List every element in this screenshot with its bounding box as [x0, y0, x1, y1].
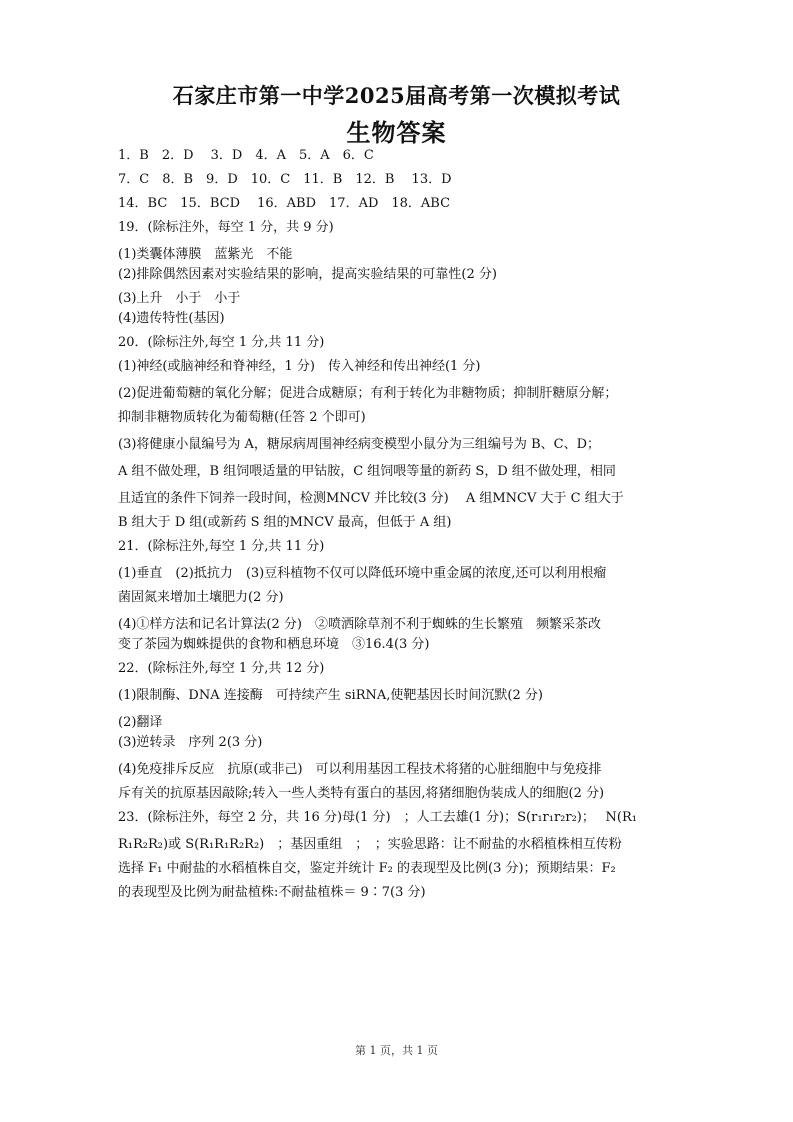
answer-line-20-2a: (2)促进葡萄糖的氧化分解；促进合成糖原；有利于转化为非糖物质；抑制肝糖原分解； — [118, 386, 618, 401]
section-22-header: 22．(除标注外,每空 1 分,共 12 分) — [118, 661, 325, 676]
answer-line-19-3: (3)上升 小于 小于 — [118, 291, 241, 306]
answer-line-21-4a: (4)①样方法和记名计算法(2 分) ②喷洒除草剂不利于蜘蛛的生长繁殖 频繁采茶改 — [118, 617, 601, 632]
answer-line-22-2: (2)翻译 — [118, 715, 163, 730]
answer-line-21-1b: 菌固氮来增加土壤肥力(2 分) — [118, 590, 284, 605]
answer-line-22-4b: 斥有关的抗原基因敲除;转入一些人类特有蛋白的基因,将猪细胞伪装成人的细胞(2 分) — [118, 786, 605, 801]
answer-line-22-3: (3)逆转录 序列 2(3 分) — [118, 735, 263, 750]
answer-line-22-1: (1)限制酶、DNA 连接酶 可持续产生 siRNA,使靶基因长时间沉默(2 分) — [118, 688, 543, 703]
answer-line-21-4b: 变了茶园为蜘蛛提供的食物和栖息环境 ③16.4(3 分) — [118, 637, 430, 652]
answer-line-23-b: R₁R₂R₂)或 S(R₁R₁R₂R₂) ；基因重组 ； ；实验思路：让不耐盐的水稻植株相互传粉 — [118, 837, 622, 852]
answer-line-19-2: (2)排除偶然因素对实验结果的影响，提高实验结果的可靠性(2 分) — [118, 267, 497, 282]
section-20-header: 20．(除标注外,每空 1 分,共 11 分) — [118, 335, 325, 350]
answer-line-20-3d: B 组大于 D 组(或新药 S 组的MNCV 最高，但低于 A 组) — [118, 515, 452, 530]
section-21-header: 21．(除标注外,每空 1 分,共 11 分) — [118, 539, 325, 554]
answer-line-3: 14．BC 15．BCD 16．ABD 17．AD 18．ABC — [118, 196, 451, 211]
answer-line-20-2b: 抑制非糖物质转化为葡萄糖(任答 2 个即可) — [118, 410, 366, 425]
section-19-header: 19．(除标注外，每空 1 分，共 9 分) — [118, 220, 334, 235]
answer-line-2: 7．C 8．B 9．D 10．C 11．B 12．B 13．D — [118, 172, 452, 187]
answer-line-20-3c: 且适宜的条件下饲养一段时间，检测MNCV 并比较(3 分) A 组MNCV 大于 C 组大于 — [118, 491, 624, 506]
answer-line-19-1: (1)类囊体薄膜 蓝紫光 不能 — [118, 247, 293, 262]
answer-line-23-d: 的表现型及比例为耐盐植株:不耐盐植株＝ 9∶7(3 分) — [118, 885, 426, 900]
answer-line-20-3a: (3)将健康小鼠编号为 A，糖尿病周围神经病变模型小鼠分为三组编号为 B、C、D； — [118, 437, 600, 452]
answer-line-1: 1．B 2．D 3．D 4．A 5．A 6．C — [118, 148, 374, 163]
answer-line-19-4: (4)遗传特性(基因) — [118, 311, 225, 326]
answer-content — [118, 146, 678, 903]
answer-line-21-1a: (1)垂直 (2)抵抗力 (3)豆科植物不仅可以降低环境中重金属的浓度,还可以利用根瘤 — [118, 566, 607, 581]
answer-line-20-1: (1)神经(或脑神经和脊神经，1 分) 传入神经和传出神经(1 分) — [118, 359, 481, 374]
page-footer: 第 1 页，共 1 页 — [355, 1044, 438, 1057]
answer-line-22-4a: (4)免疫排斥反应 抗原(或非己) 可以利用基因工程技术将猪的心脏细胞中与免疫排 — [118, 762, 602, 777]
answer-line-20-3b: A 组不做处理，B 组饲喂适量的甲钴胺，C 组饲喂等量的新药 S，D 组不做处理，相同 — [118, 464, 616, 479]
section-23-header: 23．(除标注外，每空 2 分，共 16 分)母(1 分) ；人工去雄(1 分)；S(r₁r₁r₂r₂)； N(R₁ — [118, 810, 637, 825]
answer-line-23-c: 选择 F₁ 中耐盐的水稻植株自交，鉴定并统计 F₂ 的表现型及比例(3 分)；预期结果：F₂ — [118, 861, 616, 876]
document-subtitle: 生物答案 — [346, 118, 447, 147]
document-title: 石家庄市第一中学2025届高考第一次模拟考试 — [172, 83, 621, 108]
